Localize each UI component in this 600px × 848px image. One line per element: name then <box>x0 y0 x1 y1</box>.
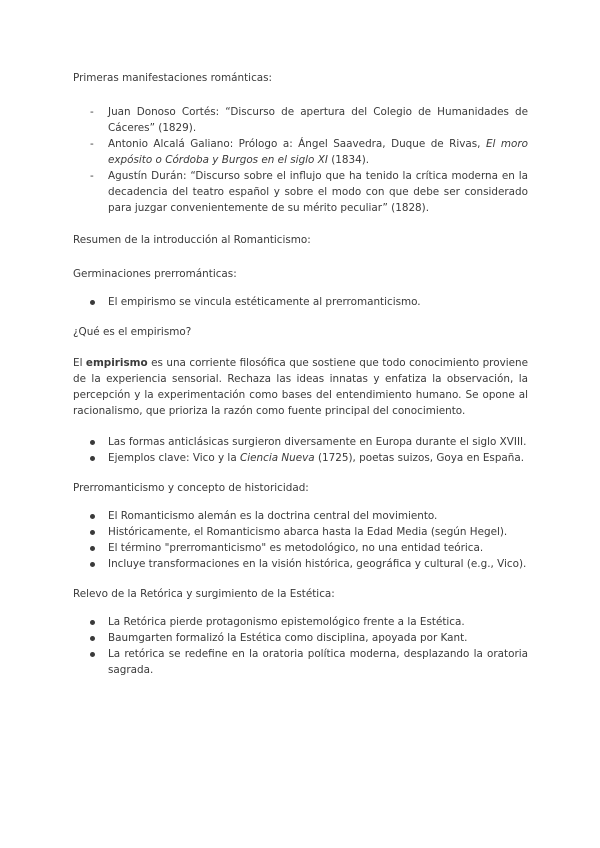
bullet-marker <box>90 300 95 305</box>
document-content <box>73 70 528 692</box>
list-item: Baumgarten formalizó la Estética como disciplina, apoyada por Kant. <box>73 630 528 646</box>
dash-marker: - <box>90 106 94 118</box>
bullet-marker <box>90 546 95 551</box>
list-item: La retórica se redefine en la oratoria política moderna, desplazando la oratoria sagrada. <box>73 646 528 678</box>
bullet-marker <box>90 636 95 641</box>
list-item: Incluye transformaciones en la visión histórica, geográfica y cultural (e.g., Vico). <box>73 556 528 572</box>
formas-list <box>73 434 528 466</box>
section-heading-germinaciones: Germinaciones prerrománticas: <box>73 268 237 280</box>
dash-marker: - <box>90 170 94 182</box>
list-item: El empirismo se vincula estéticamente al prerromanticismo. <box>73 294 528 310</box>
bullet-marker <box>90 456 95 461</box>
question-empirismo: ¿Qué es el empirismo? <box>73 326 192 338</box>
list-item: Históricamente, el Romanticismo abarca hasta la Edad Media (según Hegel). <box>73 524 528 540</box>
empirismo-paragraph: El empirismo es una corriente filosófica que sostiene que todo conocimiento proviene de la experiencia sensorial. Rechaza las ideas innatas y enfatiza la observación, la percepción y la experimentación como bases del entendimiento humano. Se opone al racionalismo, que prioriza la razón como fuente principal del conocimiento. <box>73 357 528 417</box>
section-heading-primeras: Primeras manifestaciones románticas: <box>73 72 273 84</box>
list-item: La Retórica pierde protagonismo epistemológico frente a la Estética. <box>73 614 528 630</box>
list-item: Ejemplos clave: Vico y la Ciencia Nueva (1725), poetas suizos, Goya en España. <box>73 450 528 466</box>
list-item: El Romanticismo alemán es la doctrina central del movimiento. <box>73 508 528 524</box>
resumen-heading: Resumen de la introducción al Romanticismo: <box>73 234 311 246</box>
list-item: Las formas anticlásicas surgieron diversamente en Europa durante el siglo XVIII. <box>73 434 528 450</box>
relevo-list <box>73 614 528 678</box>
bullet-marker <box>90 652 95 657</box>
bullet-marker <box>90 620 95 625</box>
bullet-marker <box>90 440 95 445</box>
section-heading-prerromanticismo: Prerromanticismo y concepto de historicidad: <box>73 482 309 494</box>
bullet-marker <box>90 562 95 567</box>
bullet-marker <box>90 514 95 519</box>
prerromanticismo-list <box>73 508 528 572</box>
primeras-list <box>73 104 528 216</box>
list-item: El término "prerromanticismo" es metodológico, no una entidad teórica. <box>73 540 528 556</box>
list-item: - Juan Donoso Cortés: “Discurso de apertura del Colegio de Humanidades de Cáceres” (1829). <box>90 106 528 134</box>
section-heading-relevo: Relevo de la Retórica y surgimiento de la Estética: <box>73 588 335 600</box>
list-item: - Agustín Durán: “Discurso sobre el influjo que ha tenido la crítica moderna en la decadencia del teatro español y sobre el modo con que debe ser considerado para juzgar convenientemente de su mérito peculiar” (1828). <box>90 170 528 214</box>
dash-marker: - <box>90 138 94 150</box>
germinaciones-list <box>73 294 528 310</box>
list-item: - Antonio Alcalá Galiano: Prólogo a: Ángel Saavedra, Duque de Rivas, El moro expósito o Córdoba y Burgos en el siglo XI (1834). <box>90 138 528 166</box>
bullet-marker <box>90 530 95 535</box>
